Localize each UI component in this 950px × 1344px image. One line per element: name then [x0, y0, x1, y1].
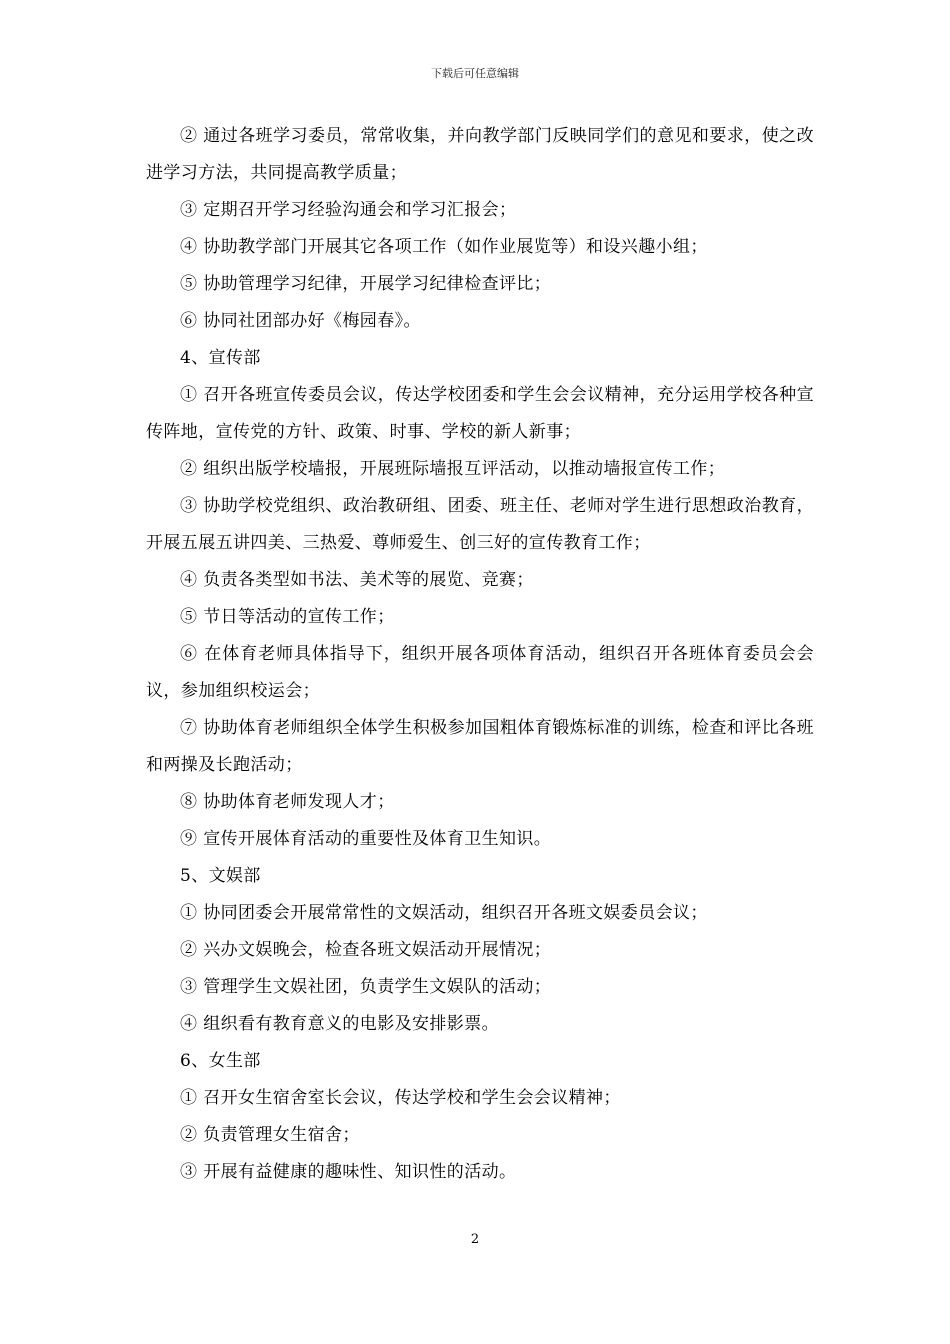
paragraph-item-4-entertainment: ④ 组织看有教育意义的电影及安排影票。: [180, 1014, 500, 1034]
page-number: 2: [470, 1232, 480, 1247]
section-heading-publicity: 4、宣传部: [180, 348, 261, 368]
paragraph-item-2-study: ② 通过各班学习委员，常常收集，并向教学部门反映同学们的意见和要求，使之改进学习方法，共同提高教学质量；: [146, 126, 814, 183]
paragraph-item-7-publicity: ⑦ 协助体育老师组织全体学生积极参加国粗体育锻炼标准的训练，检查和评比各班和两操及长跑活动；: [146, 718, 814, 775]
paragraph-item-2-publicity: ② 组织出版学校墙报，开展班际墙报互评活动，以推动墙报宣传工作；: [180, 459, 726, 479]
paragraph-item-1-female-students: ① 召开女生宿舍室长会议，传达学校和学生会会议精神；: [180, 1088, 621, 1108]
paragraph-item-4-publicity: ④ 负责各类型如书法、美术等的展览、竞赛；: [180, 570, 534, 590]
section-heading-female-students: 6、女生部: [180, 1051, 261, 1071]
paragraph-item-6-publicity: ⑥ 在体育老师具体指导下，组织开展各项体育活动，组织召开各班体育委员会会议，参加组织校运会；: [146, 644, 814, 701]
paragraph-item-5-publicity: ⑤ 节日等活动的宣传工作；: [180, 607, 395, 627]
paragraph-item-1-publicity: ① 召开各班宣传委员会议，传达学校团委和学生会会议精神，充分运用学校各种宣传阵地，宣传党的方针、政策、时事、学校的新人新事；: [146, 385, 814, 442]
paragraph-item-3-female-students: ③ 开展有益健康的趣味性、知识性的活动。: [180, 1162, 517, 1182]
paragraph-item-2-female-students: ② 负责管理女生宿舍；: [180, 1125, 360, 1145]
paragraph-item-3-publicity: ③ 协助学校党组织、政治教研组、团委、班主任、老师对学生进行思想政治教育，开展五展五讲四美、三热爱、尊师爱生、创三好的宣传教育工作；: [146, 496, 814, 553]
paragraph-item-8-publicity: ⑧ 协助体育老师发现人才；: [180, 792, 395, 812]
paragraph-item-2-entertainment: ② 兴办文娱晚会，检查各班文娱活动开展情况；: [180, 940, 552, 960]
paragraph-item-3-entertainment: ③ 管理学生文娱社团，负责学生文娱队的活动；: [180, 977, 552, 997]
paragraph-item-9-publicity: ⑨ 宣传开展体育活动的重要性及体育卫生知识。: [180, 829, 552, 849]
paragraph-item-6-study: ⑥ 协同社团部办好《梅园春》。: [180, 311, 421, 331]
paragraph-item-1-entertainment: ① 协同团委会开展常常性的文娱活动，组织召开各班文娱委员会议；: [180, 903, 708, 923]
paragraph-item-5-study: ⑤ 协助管理学习纪律，开展学习纪律检查评比；: [180, 274, 552, 294]
section-heading-entertainment: 5、文娱部: [180, 866, 261, 886]
paragraph-item-3-study: ③ 定期召开学习经验沟通会和学习汇报会；: [180, 200, 517, 220]
document-body: [146, 118, 814, 1191]
paragraph-item-4-study: ④ 协助教学部门开展其它各项工作（如作业展览等）和设兴趣小组；: [180, 237, 708, 257]
page-header: 下载后可任意编辑: [431, 67, 519, 80]
